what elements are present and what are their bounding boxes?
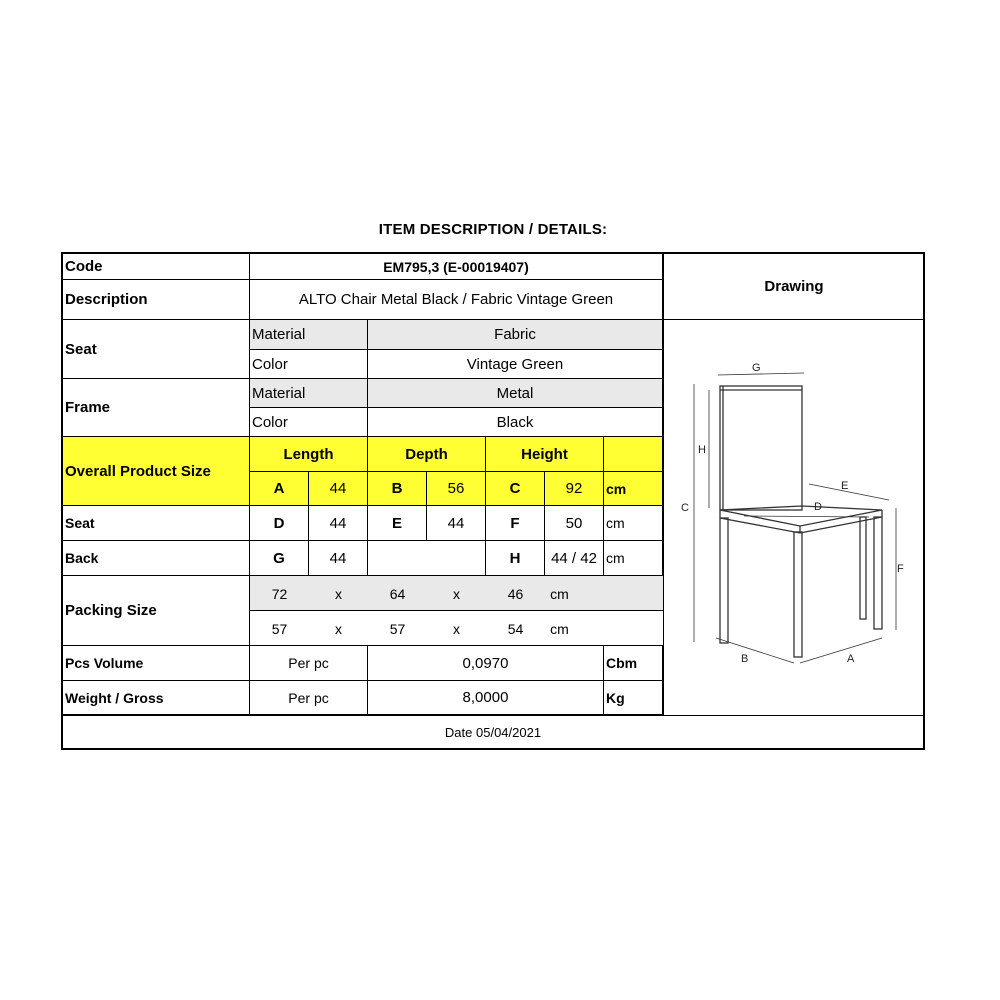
length-header: Length: [250, 437, 368, 472]
frame-material-label: Material: [250, 379, 368, 408]
chair-leg-back-right: [860, 517, 866, 619]
diagram-label-h: H: [698, 444, 706, 456]
drawing-label: Drawing: [664, 254, 924, 320]
frame-material-value: Metal: [368, 379, 663, 408]
chair-back-shape: [720, 386, 802, 510]
c-label: C: [486, 472, 545, 506]
height-header: Height: [486, 437, 604, 472]
packing-2-unit: cm: [550, 620, 569, 637]
e-value: 44: [427, 506, 486, 541]
frame-label: Frame: [63, 379, 250, 437]
packing-2-height: 54: [507, 620, 524, 637]
code-value: EM795,3 (E-00019407): [250, 254, 663, 280]
date-footer: Date 05/04/2021: [63, 715, 923, 749]
packing-2-width: 57: [389, 620, 406, 637]
seat-color-label: Color: [250, 350, 368, 379]
weight-label: Weight / Gross: [63, 681, 250, 715]
dim-line-g: [718, 373, 804, 375]
packing-1-height: 46: [507, 585, 524, 602]
a-label: A: [250, 472, 309, 506]
volume-label: Pcs Volume: [63, 646, 250, 681]
chair-dimension-diagram: [664, 320, 924, 715]
b-label: B: [368, 472, 427, 506]
d-label: D: [250, 506, 309, 541]
dim-line-e: [809, 484, 889, 500]
diagram-label-c: C: [681, 502, 689, 514]
g-value: 44: [309, 541, 368, 576]
volume-per: Per pc: [250, 646, 368, 681]
packing-1-x1: x: [335, 585, 342, 602]
frame-color-value: Black: [368, 408, 663, 437]
diagram-label-g: G: [752, 362, 761, 374]
chair-leg-back-left: [720, 518, 728, 643]
packing-1-length: 72: [271, 585, 288, 602]
description-value: ALTO Chair Metal Black / Fabric Vintage Green: [250, 280, 663, 320]
h-label: H: [486, 541, 545, 576]
packing-1-x2: x: [453, 585, 460, 602]
a-value: 44: [309, 472, 368, 506]
page-title: ITEM DESCRIPTION / DETAILS:: [378, 221, 608, 238]
back-size-label: Back: [63, 541, 250, 576]
diagram-label-f: F: [897, 563, 904, 575]
packing-2-x1: x: [335, 620, 342, 637]
b-value: 56: [427, 472, 486, 506]
packing-2-x2: x: [453, 620, 460, 637]
h-value: 44 / 42: [545, 541, 604, 576]
weight-unit: Kg: [604, 681, 663, 715]
chair-drawing: [664, 320, 924, 715]
description-label: Description: [63, 280, 250, 320]
seat-material-value: Fabric: [368, 320, 663, 350]
d-value: 44: [309, 506, 368, 541]
overall-unit-header: [604, 437, 663, 472]
seat-size-unit: cm: [604, 506, 663, 541]
back-size-unit: cm: [604, 541, 663, 576]
frame-color-label: Color: [250, 408, 368, 437]
volume-unit: Cbm: [604, 646, 663, 681]
dim-line-b: [716, 638, 794, 663]
dim-line-a: [800, 638, 882, 663]
f-value: 50: [545, 506, 604, 541]
seat-color-value: Vintage Green: [368, 350, 663, 379]
code-label: Code: [63, 254, 250, 280]
packing-1-width: 64: [389, 585, 406, 602]
diagram-label-e: E: [841, 480, 849, 492]
c-value: 92: [545, 472, 604, 506]
seat-material-label: Material: [250, 320, 368, 350]
weight-per: Per pc: [250, 681, 368, 715]
g-label: G: [250, 541, 309, 576]
diagram-label-b: B: [741, 653, 749, 665]
weight-value: 8,0000: [368, 681, 604, 715]
seat-size-label: Seat: [63, 506, 250, 541]
back-empty-cell: [368, 541, 486, 576]
chair-leg-front-left: [794, 532, 802, 657]
diagram-label-a: A: [847, 653, 855, 665]
f-label: F: [486, 506, 545, 541]
volume-value: 0,0970: [368, 646, 604, 681]
depth-header: Depth: [368, 437, 486, 472]
packing-size-label: Packing Size: [63, 576, 250, 646]
overall-unit: cm: [604, 472, 663, 506]
e-label: E: [368, 506, 427, 541]
chair-leg-front-right: [874, 517, 882, 629]
packing-1-unit: cm: [550, 585, 569, 602]
seat-label: Seat: [63, 320, 250, 379]
packing-2-length: 57: [271, 620, 288, 637]
diagram-label-d: D: [814, 501, 822, 513]
overall-size-label: Overall Product Size: [63, 437, 250, 506]
